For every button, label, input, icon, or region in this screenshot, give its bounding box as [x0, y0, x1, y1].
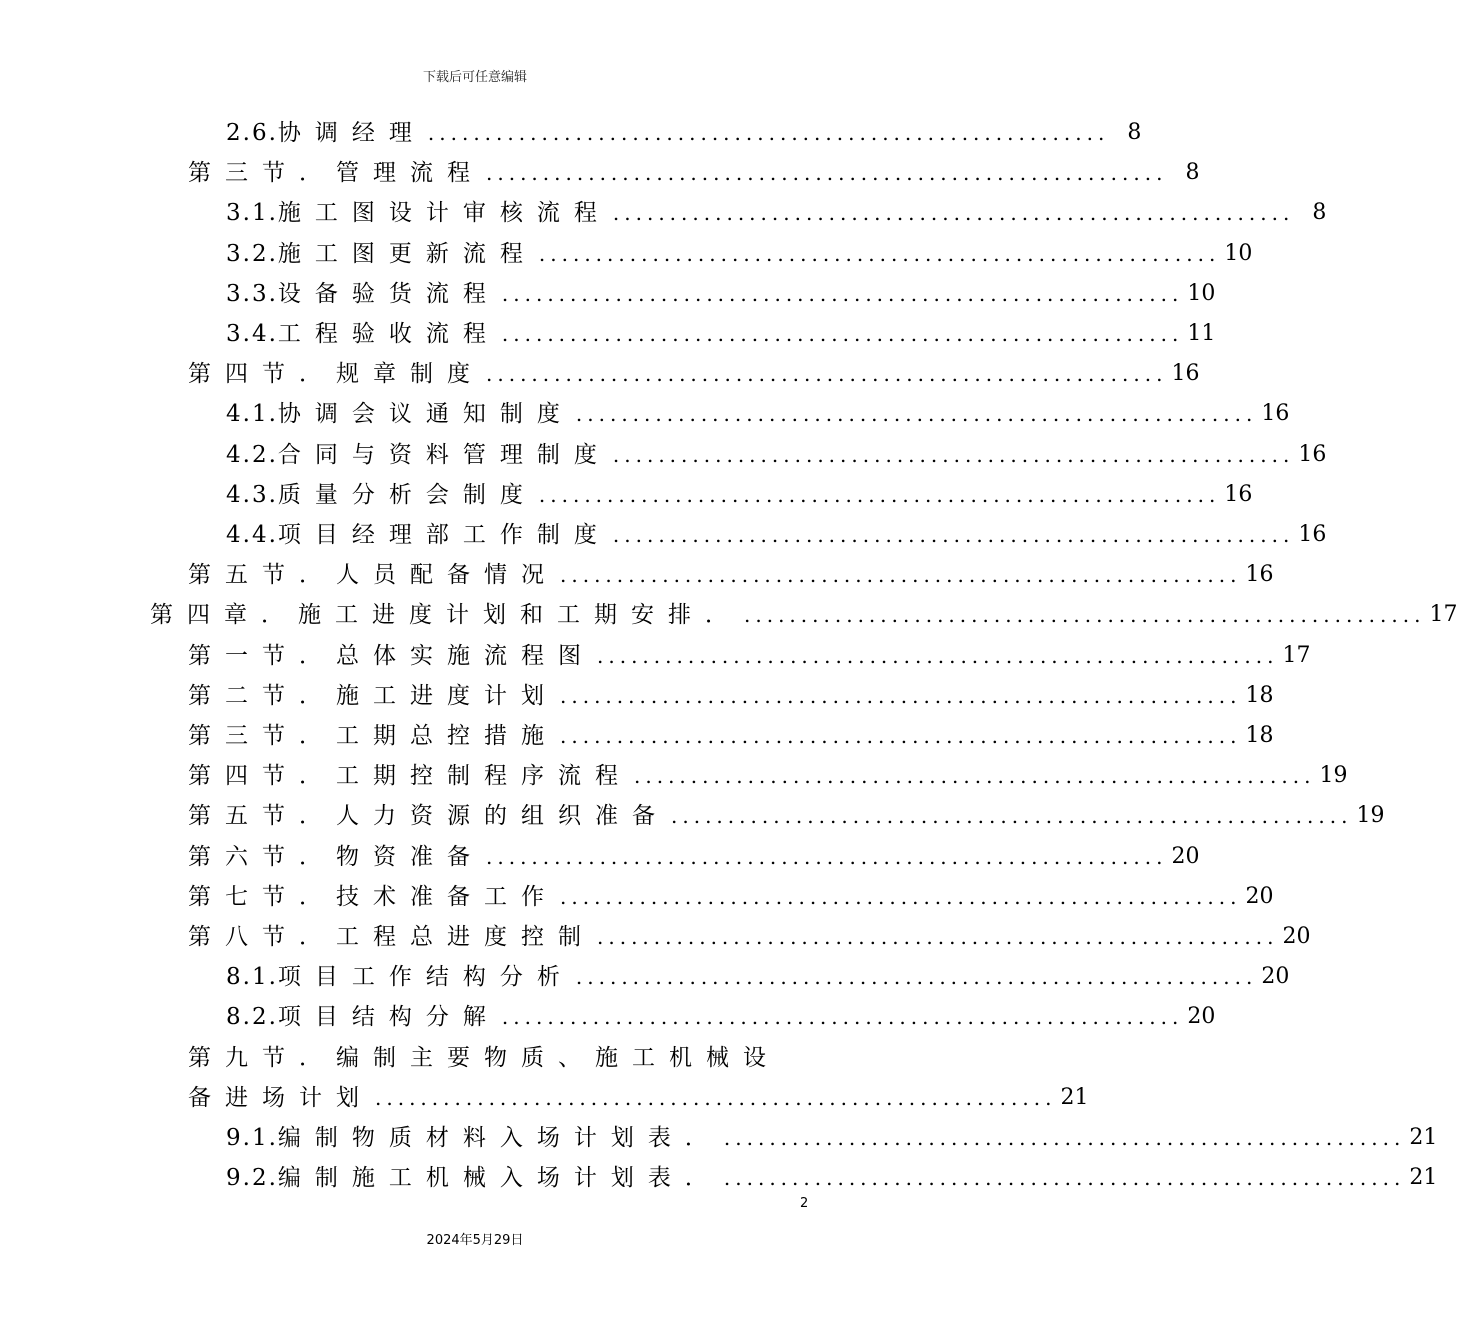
- toc-entry-page: 21: [1409, 1165, 1438, 1191]
- toc-leader-dots: ............................................................: [501, 322, 1184, 346]
- toc-entry-page: 17: [1282, 642, 1311, 668]
- toc-entry-title: 第七节．技术准备工作: [188, 883, 558, 910]
- toc-leader-dots: ............................................................: [634, 764, 1316, 789]
- toc-leader-dots: ............................................................: [560, 683, 1242, 708]
- toc-entry-number: 3.1.: [226, 200, 278, 227]
- toc-entry[interactable]: [188, 837, 1200, 877]
- toc-entry[interactable]: [188, 917, 1311, 957]
- toc-entry-title: 第三节．工期总控措施: [188, 723, 558, 749]
- toc-entry-title: 编制施工机械入场计划表．: [277, 1165, 722, 1192]
- toc-entry[interactable]: [188, 716, 1274, 756]
- toc-entry-title: 项目经理部工作制度: [277, 522, 611, 548]
- toc-entry-page: 16: [1171, 361, 1200, 387]
- toc-leader-dots: ............................................................: [723, 1126, 1406, 1150]
- toc-leader-dots: ............................................................: [427, 121, 1110, 145]
- toc-entry-number: 3.4.: [226, 321, 278, 347]
- toc-entry[interactable]: [188, 796, 1385, 836]
- toc-entry-number: 8.2.: [226, 1004, 278, 1031]
- toc-leader-dots: ............................................................: [538, 482, 1221, 507]
- toc-entry-page: 19: [1319, 763, 1348, 789]
- toc-entry[interactable]: [226, 274, 1216, 314]
- toc-leader-dots: ............................................................: [501, 1005, 1184, 1030]
- toc-entry-title: 工程验收流程: [277, 321, 500, 347]
- toc-entry-number: 4.1.: [226, 401, 278, 428]
- toc-entry-page: 20: [1171, 843, 1200, 869]
- toc-leader-dots: ............................................................: [612, 523, 1295, 547]
- toc-entry-number: 2.6.: [226, 120, 278, 146]
- toc-entry[interactable]: [226, 435, 1327, 475]
- toc-leader-dots: ............................................................: [560, 724, 1242, 748]
- toc-entry[interactable]: [188, 354, 1200, 394]
- toc-entry[interactable]: [226, 314, 1216, 354]
- toc-entry-page: 18: [1245, 682, 1274, 708]
- toc-entry[interactable]: [226, 1158, 1438, 1198]
- toc-entry[interactable]: [226, 515, 1327, 555]
- toc-entry-page: 16: [1224, 481, 1253, 507]
- toc-entry-number: 8.1.: [226, 964, 278, 991]
- toc-entry-page: 21: [1060, 1084, 1089, 1110]
- toc-leader-dots: ............................................................: [723, 1166, 1406, 1191]
- toc-leader-dots: ............................................................: [597, 643, 1279, 668]
- toc-leader-dots: ............................................................: [486, 844, 1168, 869]
- toc-entry[interactable]: [226, 394, 1290, 434]
- toc-entry-page: 16: [1298, 441, 1327, 467]
- toc-entry-title: 第五节．人力资源的组织准备: [188, 803, 669, 830]
- toc-entry-number: 4.4.: [226, 522, 278, 548]
- toc-entry-page: 20: [1261, 964, 1290, 990]
- toc-entry-title: 协调经理: [277, 120, 426, 146]
- toc-entry-number: 9.1.: [226, 1125, 278, 1151]
- toc-entry-number: 3.2.: [226, 240, 278, 267]
- toc-entry-title: 第二节．施工进度计划: [188, 682, 558, 709]
- toc-entry-page: 8: [1312, 200, 1327, 226]
- toc-leader-dots: ............................................................: [744, 603, 1426, 628]
- toc-entry-title: 第四章．施工进度计划和工期安排．: [150, 602, 742, 629]
- toc-entry-number: 3.3.: [226, 280, 278, 307]
- toc-entry[interactable]: [226, 475, 1253, 515]
- toc-leader-dots: ............................................................: [501, 281, 1184, 306]
- toc-entry-title: 第六节．物资准备: [188, 843, 484, 870]
- toc-entry-page: 17: [1429, 602, 1457, 628]
- toc-leader-dots: ............................................................: [486, 362, 1168, 387]
- toc-entry-page: 21: [1409, 1125, 1438, 1150]
- toc-entry[interactable]: [226, 234, 1253, 274]
- toc-entry-title: 第一节．总体实施流程图: [188, 642, 595, 669]
- toc-entry-title: 施工图更新流程: [277, 240, 537, 267]
- toc-entry[interactable]: [188, 756, 1348, 796]
- toc-entry-title: 项目工作结构分析: [277, 964, 574, 991]
- toc-entry-page: 10: [1187, 280, 1216, 306]
- toc-entry-page: 20: [1187, 1004, 1216, 1030]
- page-footer-date: 2024年5月29日: [426, 1233, 524, 1248]
- toc-entry-title: 第三节．管理流程: [188, 160, 484, 187]
- toc-entry[interactable]: [188, 1078, 1089, 1118]
- toc-entry-number: 4.2.: [226, 441, 278, 468]
- toc-leader-dots: ............................................................: [375, 1085, 1057, 1110]
- toc-leader-dots: ............................................................: [612, 442, 1295, 467]
- toc-leader-dots: ............................................................: [575, 965, 1258, 990]
- toc-leader-dots: ............................................................: [486, 161, 1168, 186]
- toc-entry-title: 备进场计划: [188, 1084, 373, 1111]
- toc-entry-title: 编制物质材料入场计划表．: [277, 1125, 722, 1151]
- toc-leader-dots: ............................................................: [597, 925, 1279, 949]
- toc-entry-title: 第八节．工程总进度控制: [188, 924, 595, 950]
- toc-entry-title: 第四节．规章制度: [188, 361, 484, 388]
- toc-entry[interactable]: [226, 193, 1327, 233]
- toc-entry-page: 16: [1298, 522, 1327, 547]
- toc-entry-page: 8: [1127, 120, 1142, 145]
- toc-entry-title: 协调会议通知制度: [277, 401, 574, 428]
- toc-leader-dots: ............................................................: [612, 201, 1295, 226]
- toc-entry-page: 10: [1224, 240, 1253, 266]
- toc-entry[interactable]: [188, 676, 1274, 716]
- toc-entry-title: 设备验货流程: [277, 280, 500, 307]
- page-number: 2: [800, 1196, 809, 1211]
- toc-entry-page: 16: [1261, 401, 1290, 427]
- toc-entry-title: 第五节．人员配备情况: [188, 562, 558, 589]
- toc-entry[interactable]: [188, 877, 1274, 917]
- toc-entry[interactable]: [226, 113, 1142, 153]
- toc-entry-title: 质量分析会制度: [277, 481, 537, 508]
- toc-entry-page: 16: [1245, 562, 1274, 588]
- toc-leader-dots: ............................................................: [575, 402, 1258, 427]
- toc-leader-dots: ............................................................: [671, 804, 1353, 829]
- toc-entry-number: 4.3.: [226, 481, 278, 508]
- toc-entry-page: 8: [1185, 160, 1200, 186]
- toc-leader-dots: ............................................................: [560, 563, 1242, 588]
- toc-entry-title: 第九节．编制主要物质、施工机械设: [188, 1044, 780, 1071]
- toc-entry-page: 11: [1187, 321, 1216, 346]
- toc-leader-dots: ............................................................: [538, 241, 1221, 266]
- toc-entry-page: 19: [1356, 803, 1385, 829]
- page-header: 下载后可任意编辑: [422, 70, 527, 85]
- toc-entry-title: 合同与资料管理制度: [277, 441, 611, 468]
- toc-entry[interactable]: [188, 636, 1311, 676]
- toc-entry-title: 施工图设计审核流程: [277, 200, 611, 227]
- toc-entry[interactable]: [150, 595, 1457, 635]
- toc-entry-page: 20: [1282, 924, 1311, 949]
- toc-entry-page: 18: [1245, 723, 1274, 748]
- toc-entry-title: 项目结构分解: [277, 1004, 500, 1031]
- toc-entry[interactable]: [226, 1118, 1438, 1158]
- toc-entry[interactable]: [226, 997, 1216, 1037]
- toc-entry[interactable]: [226, 957, 1290, 997]
- toc-entry[interactable]: [188, 1038, 790, 1078]
- toc-entry[interactable]: [188, 555, 1274, 595]
- toc-entry-number: 9.2.: [226, 1165, 278, 1192]
- toc-entry[interactable]: [188, 153, 1200, 193]
- toc-entry-page: 20: [1245, 883, 1274, 909]
- toc-entry-title: 第四节．工期控制程序流程: [188, 763, 632, 790]
- toc-leader-dots: ............................................................: [560, 884, 1242, 909]
